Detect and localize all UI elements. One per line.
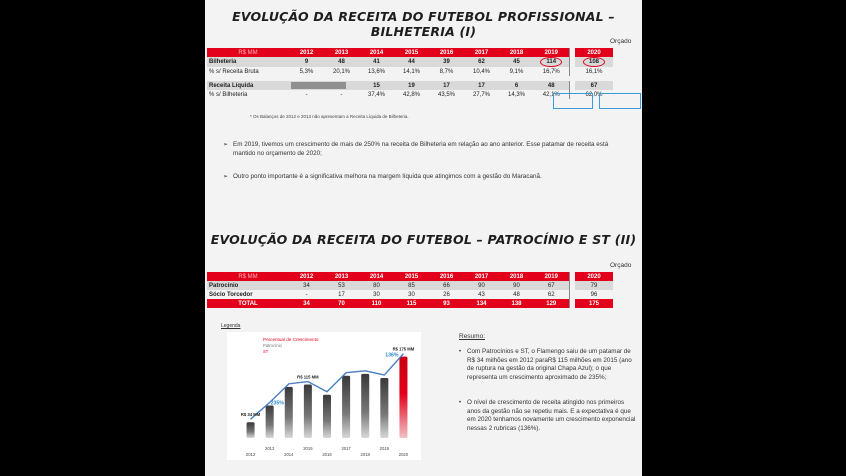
header-cell: 2020 [575, 48, 613, 57]
section2-orcado-label: Orçado [610, 262, 632, 269]
chart-x-tick: 2013 [265, 446, 275, 451]
chart-data-label: R$ 115 MM [297, 374, 319, 380]
table-row [207, 57, 613, 67]
chart-x-tick: 2020 [398, 452, 409, 457]
table-cell: 79 [575, 281, 613, 290]
resumo-item: • O nível de crescimento de receita atingido nos primeiros anos da gestão não se repetiu mais. E a expectativa é que em 2020 tenhamos novamente um crescimento exponencial nessas 2 rubricas (136%). [459, 399, 636, 432]
row-label: % s/ Receita Bruta [209, 68, 259, 75]
table-cell: 30 [373, 291, 380, 298]
header-cell: R$ MM [207, 48, 289, 57]
table-cell: 62,0% [585, 91, 603, 98]
chart-legend-entry: Patrocínio [263, 343, 282, 348]
resumo-title: Resumo: [459, 333, 486, 340]
section2-title: EVOLUÇÃO DA RECEITA DO FUTEBOL – PATROCÍNIO E ST (II) [210, 232, 637, 247]
table-cell: 115 [394, 299, 429, 308]
table-cell: 48 [513, 291, 520, 298]
table-cell: 8,7% [439, 68, 454, 75]
table-cell: 26 [443, 291, 450, 298]
chart-growth-label: 235% [270, 400, 284, 407]
table-cell: - [305, 291, 308, 298]
bullet-icon: • [459, 349, 462, 355]
header-cell: 2012 [289, 272, 324, 281]
row-label: Receita Líquida [207, 81, 289, 90]
table-cell: 30 [408, 291, 415, 298]
table-cell: 70 [324, 299, 359, 308]
resumo-item: • Com Patrocínios e ST, o Flamengo saiu de um patamar de R$ 34 milhões em 2012 paraR$ 115 milhões em 2015 (ano de ruptura na gestão da original Chapa Azul); o que representa um crescimento aproximado de 235%; [459, 348, 632, 381]
header-cell: 2020 [575, 272, 613, 281]
header-cell: 2012 [289, 48, 324, 57]
chart-bar [266, 405, 274, 438]
table-row [207, 67, 613, 76]
header-cell: 2017 [464, 272, 499, 281]
header-cell: 2017 [464, 48, 499, 57]
chart-bar [380, 378, 388, 438]
chart-x-tick: 2014 [284, 452, 294, 457]
header-cell: 2018 [499, 48, 534, 57]
table-cell: 39 [429, 57, 464, 67]
highlight-circle: 108 [583, 57, 605, 67]
table-cell: 19 [394, 81, 429, 90]
header-cell: 2013 [324, 48, 359, 57]
header-cell: 2014 [359, 272, 394, 281]
footnote: * Os Balanços de 2012 e 2013 não apresentam a Receita Líquida de Bilheteria. [250, 114, 409, 119]
bullet-icon: • [459, 400, 462, 406]
table-cell: 93 [429, 299, 464, 308]
arrow-bullet-icon: ➢ [223, 142, 229, 148]
table-cell: 5,3% [299, 68, 314, 75]
table-cell: 129 [534, 299, 569, 308]
table-cell: 9 [289, 57, 324, 67]
table-cell: 17 [338, 291, 345, 298]
table-cell: 53 [324, 281, 359, 290]
legend-label: Legenda [221, 323, 241, 329]
table-cell: 16,7% [542, 68, 560, 75]
bullet-item: ➢ Em 2019, tivemos um crescimento de mais de 250% na receita de Bilheteria em relação ao ano anterior. Esse patamar de receita está mantido no orçamento de 2020; [223, 141, 609, 157]
table-cell: - [305, 91, 308, 98]
table-cell: 48 [324, 57, 359, 67]
chart-growth-label: 136% [385, 352, 399, 359]
chart-legend-entry: ST [263, 349, 269, 354]
row-label: Sócio Torcedor [209, 291, 253, 298]
table-header-row [207, 48, 613, 57]
table-cell: 42,8% [402, 91, 420, 98]
highlight-circle: 114 [540, 57, 562, 67]
chart-bar [361, 374, 369, 438]
growth-chart [227, 332, 421, 460]
no-data-bar [291, 82, 346, 89]
bullet-item: ➢ Outro ponto importante é a significativa melhora na margem líquida que atingimos com a gestão do Maracanã. [223, 173, 542, 180]
header-cell: 2015 [394, 48, 429, 57]
header-cell: 2014 [359, 48, 394, 57]
table-cell: 175 [575, 299, 613, 308]
highlight-box [599, 93, 641, 109]
table-cell: 43 [478, 291, 485, 298]
chart-x-tick: 2016 [322, 452, 332, 457]
table-cell: 42,1% [542, 91, 560, 98]
table-cell: 17 [464, 81, 499, 90]
table-cell: 9,1% [509, 68, 524, 75]
table-cell: 13,6% [367, 68, 385, 75]
chart-title: Percentual de Crescimento [263, 337, 319, 342]
table-cell: 110 [359, 299, 394, 308]
bilheteria-table [207, 48, 613, 99]
section1-orcado-label: Orçado [610, 38, 632, 45]
chart-bar [247, 422, 255, 438]
table-cell: 10,4% [472, 68, 490, 75]
header-cell: 2018 [499, 272, 534, 281]
table-cell: 85 [394, 281, 429, 290]
table-cell: 48 [534, 81, 569, 90]
table-row [207, 81, 613, 90]
chart-x-tick: 2015 [303, 446, 313, 451]
table-cell: 41 [359, 57, 394, 67]
chart-x-tick: 2019 [379, 446, 389, 451]
table-cell: 62 [464, 57, 499, 67]
table-cell: - [340, 91, 343, 98]
table-cell: 67 [575, 81, 613, 90]
chart-x-tick: 2017 [341, 446, 351, 451]
highlight-box [553, 93, 593, 109]
table-cell: 43,5% [437, 91, 455, 98]
table-cell: 45 [499, 57, 534, 67]
table-cell: 67 [534, 281, 569, 290]
header-cell: 2013 [324, 272, 359, 281]
table-cell: 14,1% [402, 68, 420, 75]
table-cell: 27,7% [472, 91, 490, 98]
slide [205, 0, 642, 476]
table-cell: 17 [429, 81, 464, 90]
table-cell: 14,3% [507, 91, 525, 98]
row-label: Bilheteria [207, 57, 289, 67]
table-cell: 66 [429, 281, 464, 290]
table-row [207, 290, 613, 299]
header-cell: 2015 [394, 272, 429, 281]
table-cell: 90 [499, 281, 534, 290]
header-cell: 2016 [429, 48, 464, 57]
growth-chart-svg [227, 332, 421, 460]
patrocinio-table [207, 272, 613, 308]
chart-bar [285, 387, 293, 438]
chart-x-tick: 2012 [245, 452, 256, 457]
chart-bar [323, 395, 331, 438]
table-cell: 20,1% [332, 68, 350, 75]
table-cell: 34 [289, 281, 324, 290]
header-cell: R$ MM [207, 272, 289, 281]
table-cell: 138 [499, 299, 534, 308]
chart-bar [304, 385, 312, 438]
header-cell: 2019 [534, 48, 569, 57]
row-label: Patrocínio [207, 281, 289, 290]
chart-bar [399, 357, 407, 438]
table-cell: 134 [464, 299, 499, 308]
chart-x-tick: 2018 [360, 452, 370, 457]
table-row [207, 281, 613, 290]
row-label: TOTAL [207, 299, 289, 308]
arrow-bullet-icon: ➢ [223, 174, 229, 180]
header-cell: 2019 [534, 272, 569, 281]
table-cell: 6 [499, 81, 534, 90]
section1-title: EVOLUÇÃO DA RECEITA DO FUTEBOL PROFISSIONAL – BILHETERIA (I) [232, 9, 615, 39]
table-cell: 90 [464, 281, 499, 290]
table-cell: 16,1% [585, 68, 603, 75]
table-cell: 37,4% [367, 91, 385, 98]
header-cell: 2016 [429, 272, 464, 281]
chart-data-label: R$ 175 MM [392, 346, 415, 352]
table-cell: 80 [359, 281, 394, 290]
row-label: % s/ Bilheteria [209, 91, 248, 98]
table-cell: 34 [289, 299, 324, 308]
chart-bar [342, 376, 350, 438]
table-cell: 15 [359, 81, 394, 90]
table-header-row [207, 272, 613, 281]
table-cell: 62 [547, 291, 555, 298]
table-cell: 44 [394, 57, 429, 67]
table-total-row [207, 299, 613, 308]
table-cell: 96 [590, 291, 598, 298]
chart-data-label: R$ 34 MM [240, 412, 261, 418]
